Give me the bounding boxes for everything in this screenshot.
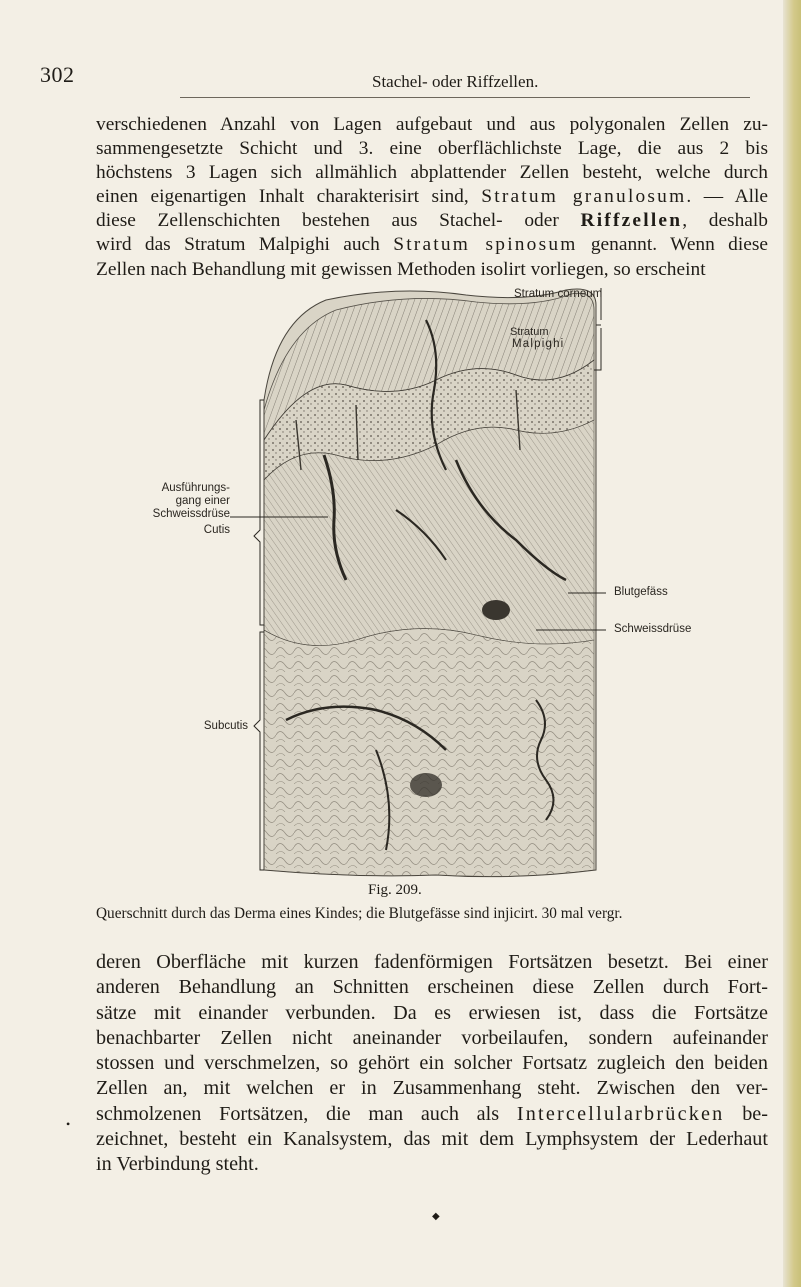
text-line: anderen Behandlung an Schnitten erscheinen diese Zellen durch Fort- — [96, 976, 768, 999]
text-run: genannt. Wenn diese — [577, 234, 769, 256]
text-run: , deshalb — [682, 210, 768, 232]
label-cutis: Cutis — [203, 524, 230, 536]
header-rule — [180, 97, 750, 98]
text-line — [96, 233, 768, 257]
bracket-subcutis — [254, 632, 264, 870]
term-stratum-spinosum: Stratum spinosum — [393, 234, 578, 256]
text-line: sätze mit einander verbunden. Da es erwiesen ist, dass die Fortsätze — [96, 1001, 768, 1024]
gland-lobule — [410, 773, 442, 797]
sweat-gland — [482, 600, 510, 620]
label-malpighi: Malpighi — [512, 338, 565, 350]
text-line: in Verbindung steht. — [96, 1153, 259, 1176]
text-line — [96, 185, 768, 209]
running-head: Stachel- oder Riffzellen. — [372, 72, 539, 91]
text-line — [96, 1102, 768, 1127]
text-line: Zellen nach Behandlung mit gewissen Methoden isolirt vorliegen, so erscheint — [96, 258, 706, 280]
paragraph-top — [96, 113, 768, 282]
text-run: . — Alle — [686, 186, 769, 208]
bottom-ornament: ◆ — [432, 1211, 440, 1222]
text-line: sammengesetzte Schicht und 3. eine oberflächlichste Lage, die aus 2 bis — [96, 138, 768, 160]
text-run: schmolzenen Fortsätzen, die man auch als — [96, 1102, 517, 1125]
term-intercellularbruecken: Intercellularbrücken — [516, 1102, 725, 1125]
subcutis-layer — [264, 629, 594, 877]
margin-dot: • — [66, 1117, 71, 1131]
page-edge — [783, 0, 801, 1287]
text-line: Zellen an, mit welchen er in Zusammenhang steht. Zwischen den ver- — [96, 1077, 768, 1100]
skin-section-illustration — [96, 280, 776, 880]
text-line — [96, 209, 768, 233]
text-run: einen eigenartigen Inhalt charakterisirt sind, — [96, 186, 482, 208]
figure-skin-section — [96, 280, 776, 880]
text-line: höchstens 3 Lagen sich allmählich abplattender Zellen besteht, welche durch — [96, 162, 768, 184]
paragraph-bottom — [96, 950, 768, 1178]
label-ausfuehrungsgang-3: Schweissdrüse — [152, 508, 230, 520]
text-run: diese Zellenschichten bestehen aus Stachel- oder — [96, 210, 581, 232]
text-line: deren Oberfläche mit kurzen fadenförmigen Fortsätzen besetzt. Bei einer — [96, 951, 768, 973]
page-number: 302 — [40, 62, 75, 87]
text-run: be- — [724, 1102, 768, 1125]
label-ausfuehrungsgang-1: Ausführungs- — [161, 482, 230, 494]
label-stratum-corneum: Stratum corneum — [514, 288, 603, 300]
figure-caption: Querschnitt durch das Derma eines Kindes; die Blutgefässe sind injicirt. 30 mal vergr. — [96, 905, 623, 922]
label-schweissdruese: Schweissdrüse — [614, 623, 692, 635]
label-blutgefaess: Blutgefäss — [614, 586, 668, 598]
text-line: stossen und verschmelzen, so gehört ein solcher Fortsatz zugleich den beiden — [96, 1052, 768, 1075]
text-line: zeichnet, besteht ein Kanalsystem, das mit dem Lymphsystem der Lederhaut — [96, 1128, 768, 1151]
figure-number: Fig. 209. — [368, 882, 422, 898]
label-ausfuehrungsgang-2: gang einer — [175, 495, 230, 507]
term-riffzellen: Riffzellen — [580, 210, 683, 232]
cutis-layer — [264, 420, 594, 646]
label-stratum: Stratum — [510, 326, 549, 338]
text-run: wird das Stratum Malpighi auch — [96, 234, 394, 256]
term-stratum-granulosum: Stratum granulosum — [481, 186, 687, 208]
text-line: verschiedenen Anzahl von Lagen aufgebaut und aus polygonalen Zellen zu- — [96, 114, 768, 135]
text-line: benachbarter Zellen nicht aneinander vorbeilaufen, sondern aufeinander — [96, 1026, 768, 1049]
label-subcutis: Subcutis — [203, 720, 248, 732]
bracket-cutis — [254, 400, 264, 625]
